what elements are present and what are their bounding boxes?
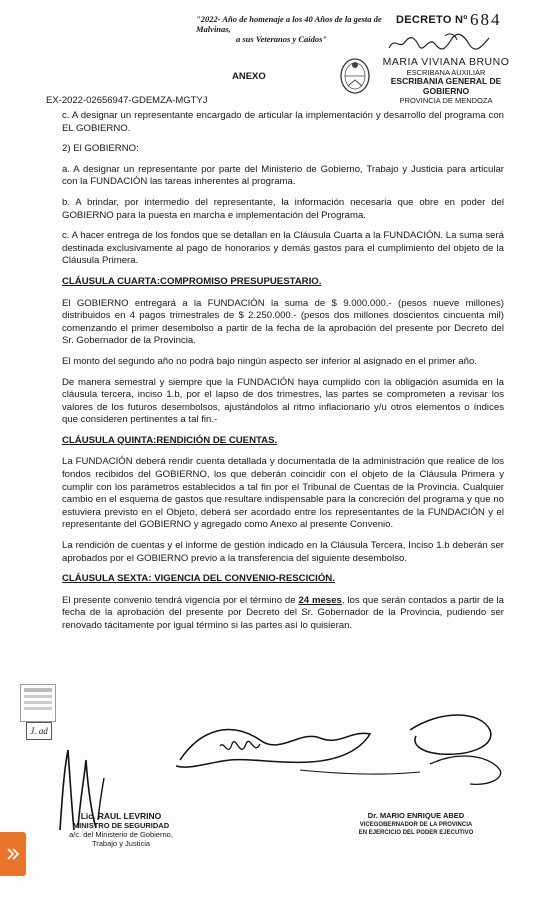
notary-title: ESCRIBANA AUXILIAR bbox=[406, 67, 486, 77]
vicegobernador-name: Dr. MARIO ENRIQUE ABED bbox=[367, 811, 465, 820]
paragraph-c-gobierno: c. A hacer entrega de los fondos que se detallan en la Cláusula Cuarta a la FUNDACIÓN. La suma será destinada exclusivamente al pago de honorarios y demás gastos para el cumplimiento del objeto de la Cláusula Primera. bbox=[62, 230, 504, 267]
sexta-text-end: , los que serán contados a partir de la fecha de la aprobación del presente por Decreto del Sr. Gobernador de la Provincia, pudiendo ser renovado tácitamente por igual término si las partes así lo quisieran. bbox=[62, 594, 504, 631]
paragraph-b-gobierno: b. A brindar, por intermedio del representante, la información necesaria que obre en poder del GOBIERNO para la puesta en marcha e implementación del Programa. bbox=[62, 196, 504, 221]
expediente-number: EX-2022-02656947-GDEMZA-MGTYJ bbox=[46, 95, 208, 106]
document-body bbox=[62, 110, 504, 641]
motto-line-2: a sus Veteranos y Caídos" bbox=[236, 34, 328, 44]
cuarta-paragraph-3: De manera semestral y siempre que la FUNDACIÓN haya cumplido con la obligación asumida en la cláusula tercera, inciso 1.b, por el lapso de dos trimestres, las partes se comprometen a revisar los valores de los futuros desembolsos, ajustándolos al ritmo inflacionario y/u otros elementos o índices que consideren pertinentes a tal fin.- bbox=[62, 376, 504, 426]
double-chevron-right-icon bbox=[6, 847, 20, 861]
province-coat-of-arms-icon bbox=[338, 56, 372, 96]
minister-name: Lic. RAUL LEVRINO bbox=[80, 811, 162, 821]
vicegobernador-sub: EN EJERCICIO DEL PODER EJECUTIVO bbox=[358, 830, 474, 836]
quinta-paragraph-2: La rendición de cuentas y el informe de gestión indicado en la Cláusula Tercera, Inciso 1.b deberán ser aprobados por el GOBIERNO previo a la transferencia del siguiente desembolso. bbox=[62, 540, 504, 564]
anexo-title: ANEXO bbox=[232, 71, 266, 82]
decreto-number: 684 bbox=[470, 10, 502, 29]
sexta-term-duration: 24 meses bbox=[298, 594, 342, 606]
minister-sub-2: Trabajo y Justicia bbox=[91, 839, 151, 848]
notary-signature-icon bbox=[385, 30, 495, 56]
signature-block-minister bbox=[66, 812, 176, 848]
notary-province: PROVINCIA DE MENDOZA bbox=[399, 96, 493, 105]
quinta-paragraph-1: La FUNDACIÓN deberá rendir cuenta detallada y documentada de la administración que realice de los fondos recibidos del GOBIERNO, los que deberán coincidir con el objeto de la Cláusula Primera y cumplir con los parámetros establecidos a tal fin por el Tribunal de Cuentas de la Provincia. Cualquier cambio en el esquema de gastos que resultare indispensable para la concreción del programa y que no estuviera previsto en el Objeto, deberá ser acordado entre los representantes de la FUNDACIÓN y el representante del GOBIERNO y agregado como Anexo al presente Convenio. bbox=[62, 456, 504, 531]
paragraph-a-gobierno: a. A designar un representante por parte del Ministerio de Gobierno, Trabajo y Justicia para articular con la FUNDACIÓN las tareas inherentes al programa. bbox=[62, 163, 504, 188]
gobierno-heading: 2) El GOBIERNO: bbox=[62, 143, 139, 155]
decreto-label: DECRETO Nº bbox=[396, 14, 468, 26]
sexta-text-start: El presente convenio tendrá vigencia por el término de bbox=[62, 594, 299, 606]
clausula-quinta-heading: CLÁUSULA QUINTA:RENDICIÓN DE CUENTAS. bbox=[62, 434, 278, 446]
notary-seal bbox=[376, 58, 516, 106]
minister-sub-1: a/c. del Ministerio de Gobierno, bbox=[69, 830, 173, 839]
notary-office: ESCRIBANIA GENERAL DE GOBIERNO bbox=[390, 76, 502, 96]
clausula-cuarta-heading: CLÁUSULA CUARTA:COMPROMISO PRESUPUESTARIO. bbox=[62, 275, 322, 287]
notary-name: MARIA VIVIANA BRUNO bbox=[382, 56, 510, 68]
clausula-sexta-heading: CLÁUSULA SEXTA: VIGENCIA DEL CONVENIO-RESCICIÓN. bbox=[62, 573, 335, 585]
cuarta-paragraph-2: El monto del segundo año no podrá bajo ningún aspecto ser inferior al asignado en el primer año. bbox=[62, 355, 477, 367]
header-motto bbox=[196, 14, 396, 44]
vicegobernador-title: VICEGOBERNADOR DE LA PROVINCIA bbox=[359, 821, 473, 828]
expand-sidebar-button[interactable] bbox=[0, 832, 26, 876]
signature-block-vicegobernador bbox=[356, 812, 476, 838]
cuarta-paragraph-1: El GOBIERNO entregará a la FUNDACIÓN la suma de $ 9.000.000.- (pesos nueve millones) distribuidos en 4 pagos trimestrales de $ 2.250.000.- (pesos dos millones doscientos cincuenta mil) comenzando el primer desembolso a partir de la fecha de la aprobación del presente por Decreto del Sr. Gobernador de la Provincia. bbox=[62, 297, 504, 347]
minister-title: MINISTRO DE SEGURIDAD bbox=[72, 821, 170, 830]
paragraph-c-fundacion: c. A designar un representante encargado de articular la implementación y desarrollo del programa con EL GOBIERNO. bbox=[62, 110, 504, 134]
margin-initials-stamp: J. ad bbox=[26, 722, 52, 740]
motto-line-1: "2022- Año de homenaje a los 40 Años de la gesta de Malvinas, bbox=[196, 14, 382, 34]
sexta-paragraph-1 bbox=[62, 595, 504, 633]
